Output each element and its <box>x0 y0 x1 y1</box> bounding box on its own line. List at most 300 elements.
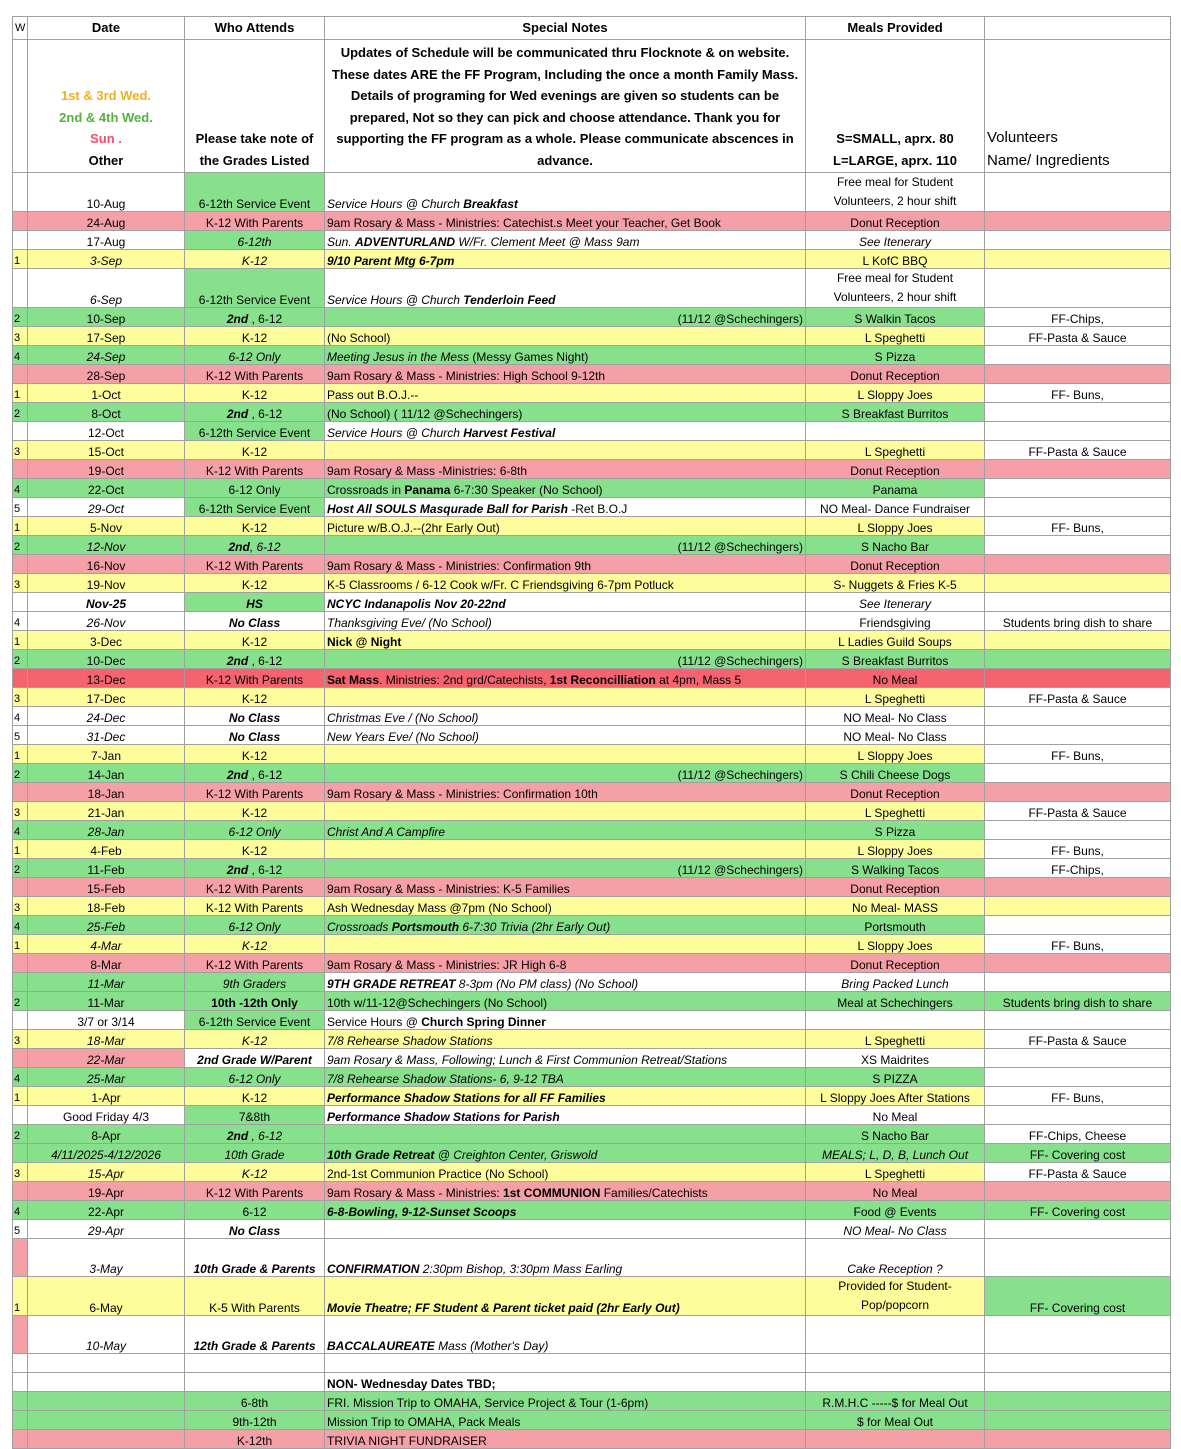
cell-volunteers[interactable] <box>985 1144 1171 1163</box>
cell-who-attends[interactable] <box>185 1373 325 1392</box>
cell-meals-provided[interactable] <box>806 612 985 631</box>
cell-who-attends[interactable] <box>185 1316 325 1354</box>
cell-meals-provided[interactable] <box>806 365 985 384</box>
cell-date[interactable] <box>28 1277 185 1316</box>
cell-who-attends[interactable] <box>185 1144 325 1163</box>
cell-week[interactable] <box>13 1182 28 1201</box>
cell-meals-provided[interactable] <box>806 574 985 593</box>
cell-special-notes[interactable] <box>325 764 806 783</box>
cell-who-attends[interactable] <box>185 764 325 783</box>
intro-notes-cell[interactable] <box>325 40 806 173</box>
cell-date[interactable] <box>28 973 185 992</box>
cell-meals-provided[interactable] <box>806 479 985 498</box>
cell-who-attends[interactable] <box>185 859 325 878</box>
cell-who-attends[interactable] <box>185 1392 325 1411</box>
cell-volunteers[interactable] <box>985 1068 1171 1087</box>
cell-week[interactable] <box>13 517 28 536</box>
cell-volunteers[interactable] <box>985 269 1171 308</box>
cell-volunteers[interactable] <box>985 726 1171 745</box>
cell-volunteers[interactable] <box>985 212 1171 231</box>
cell-week[interactable] <box>13 859 28 878</box>
cell-date[interactable] <box>28 173 185 212</box>
cell-who-attends[interactable] <box>185 1068 325 1087</box>
cell-who-attends[interactable] <box>185 1182 325 1201</box>
cell-special-notes[interactable] <box>325 840 806 859</box>
cell-meals-provided[interactable] <box>806 802 985 821</box>
cell-meals-provided[interactable] <box>806 555 985 574</box>
cell-volunteers[interactable] <box>985 327 1171 346</box>
cell-meals-provided[interactable] <box>806 1316 985 1354</box>
cell-date[interactable] <box>28 479 185 498</box>
cell-week[interactable] <box>13 631 28 650</box>
cell-who-attends[interactable] <box>185 1277 325 1316</box>
cell-volunteers[interactable] <box>985 1277 1171 1316</box>
cell-who-attends[interactable] <box>185 707 325 726</box>
cell-week[interactable] <box>13 935 28 954</box>
cell-special-notes[interactable] <box>325 745 806 764</box>
cell-who-attends[interactable] <box>185 498 325 517</box>
cell-week[interactable] <box>13 802 28 821</box>
cell-volunteers[interactable] <box>985 574 1171 593</box>
cell-special-notes[interactable] <box>325 631 806 650</box>
cell-who-attends[interactable] <box>185 688 325 707</box>
cell-who-attends[interactable] <box>185 783 325 802</box>
cell-special-notes[interactable] <box>325 308 806 327</box>
cell-week[interactable] <box>13 1030 28 1049</box>
cell-meals-provided[interactable] <box>806 992 985 1011</box>
cell-meals-provided[interactable] <box>806 1106 985 1125</box>
cell-volunteers[interactable] <box>985 555 1171 574</box>
cell-week[interactable] <box>13 1011 28 1030</box>
cell-meals-provided[interactable] <box>806 973 985 992</box>
cell-meals-provided[interactable] <box>806 707 985 726</box>
cell-volunteers[interactable] <box>985 821 1171 840</box>
cell-volunteers[interactable] <box>985 441 1171 460</box>
cell-meals-provided[interactable] <box>806 745 985 764</box>
cell-date[interactable] <box>28 1201 185 1220</box>
cell-volunteers[interactable] <box>985 1392 1171 1411</box>
cell-volunteers[interactable] <box>985 859 1171 878</box>
cell-week[interactable] <box>13 1049 28 1068</box>
cell-meals-provided[interactable] <box>806 1411 985 1430</box>
cell-week[interactable] <box>13 231 28 250</box>
cell-date[interactable] <box>28 612 185 631</box>
cell-volunteers[interactable] <box>985 1163 1171 1182</box>
cell-volunteers[interactable] <box>985 1373 1171 1392</box>
cell-who-attends[interactable] <box>185 384 325 403</box>
cell-volunteers[interactable] <box>985 973 1171 992</box>
cell-who-attends[interactable] <box>185 1411 325 1430</box>
cell-week[interactable] <box>13 821 28 840</box>
cell-week[interactable] <box>13 269 28 308</box>
cell-who-attends[interactable] <box>185 1354 325 1373</box>
cell-date[interactable] <box>28 231 185 250</box>
cell-special-notes[interactable] <box>325 1106 806 1125</box>
cell-week[interactable] <box>13 1430 28 1449</box>
cell-volunteers[interactable] <box>985 1049 1171 1068</box>
cell-special-notes[interactable] <box>325 650 806 669</box>
cell-who-attends[interactable] <box>185 1030 325 1049</box>
cell-who-attends[interactable] <box>185 593 325 612</box>
cell-volunteers[interactable] <box>985 1201 1171 1220</box>
cell-special-notes[interactable] <box>325 726 806 745</box>
cell-volunteers[interactable] <box>985 460 1171 479</box>
cell-meals-provided[interactable] <box>806 403 985 422</box>
cell-date[interactable] <box>28 308 185 327</box>
cell-meals-provided[interactable] <box>806 631 985 650</box>
cell-week[interactable] <box>13 1144 28 1163</box>
cell-meals-provided[interactable] <box>806 1144 985 1163</box>
cell-date[interactable] <box>28 593 185 612</box>
cell-volunteers[interactable] <box>985 365 1171 384</box>
cell-special-notes[interactable] <box>325 173 806 212</box>
cell-volunteers[interactable] <box>985 1220 1171 1239</box>
cell-date[interactable] <box>28 878 185 897</box>
cell-date[interactable] <box>28 250 185 269</box>
cell-week[interactable] <box>13 764 28 783</box>
cell-volunteers[interactable] <box>985 1182 1171 1201</box>
cell-special-notes[interactable] <box>325 1277 806 1316</box>
cell-week[interactable] <box>13 783 28 802</box>
cell-special-notes[interactable] <box>325 1049 806 1068</box>
cell-date[interactable] <box>28 460 185 479</box>
cell-meals-provided[interactable] <box>806 650 985 669</box>
cell-volunteers[interactable] <box>985 916 1171 935</box>
cell-date[interactable] <box>28 327 185 346</box>
cell-week[interactable] <box>13 745 28 764</box>
cell-meals-provided[interactable] <box>806 517 985 536</box>
cell-volunteers[interactable] <box>985 403 1171 422</box>
cell-meals-provided[interactable] <box>806 878 985 897</box>
cell-week[interactable] <box>13 650 28 669</box>
header-special-notes[interactable]: Special Notes <box>325 17 806 40</box>
cell-date[interactable] <box>28 574 185 593</box>
cell-date[interactable] <box>28 897 185 916</box>
cell-who-attends[interactable] <box>185 1087 325 1106</box>
cell-date[interactable] <box>28 1392 185 1411</box>
cell-meals-provided[interactable] <box>806 954 985 973</box>
cell-volunteers[interactable] <box>985 498 1171 517</box>
cell-week[interactable] <box>13 1106 28 1125</box>
cell-meals-provided[interactable] <box>806 859 985 878</box>
cell-week[interactable] <box>13 384 28 403</box>
cell-special-notes[interactable] <box>325 346 806 365</box>
cell-meals-provided[interactable] <box>806 384 985 403</box>
cell-special-notes[interactable] <box>325 1030 806 1049</box>
cell-date[interactable] <box>28 212 185 231</box>
cell-special-notes[interactable] <box>325 612 806 631</box>
cell-date[interactable] <box>28 1220 185 1239</box>
cell-week[interactable] <box>13 612 28 631</box>
cell-who-attends[interactable] <box>185 250 325 269</box>
cell-meals-provided[interactable] <box>806 1087 985 1106</box>
cell-date[interactable] <box>28 1125 185 1144</box>
cell-special-notes[interactable] <box>325 878 806 897</box>
cell-special-notes[interactable] <box>325 365 806 384</box>
cell-meals-provided[interactable] <box>806 726 985 745</box>
cell-meals-provided[interactable] <box>806 783 985 802</box>
cell-who-attends[interactable] <box>185 726 325 745</box>
cell-volunteers[interactable] <box>985 650 1171 669</box>
cell-who-attends[interactable] <box>185 460 325 479</box>
cell-meals-provided[interactable] <box>806 1392 985 1411</box>
cell-date[interactable] <box>28 384 185 403</box>
header-meals-provided[interactable]: Meals Provided <box>806 17 985 40</box>
cell-who-attends[interactable] <box>185 669 325 688</box>
cell-who-attends[interactable] <box>185 1049 325 1068</box>
cell-special-notes[interactable] <box>325 212 806 231</box>
cell-date[interactable] <box>28 726 185 745</box>
cell-special-notes[interactable] <box>325 1430 806 1449</box>
cell-meals-provided[interactable] <box>806 1354 985 1373</box>
cell-week[interactable] <box>13 460 28 479</box>
cell-date[interactable] <box>28 1087 185 1106</box>
cell-meals-provided[interactable] <box>806 1049 985 1068</box>
cell-who-attends[interactable] <box>185 555 325 574</box>
cell-week[interactable] <box>13 593 28 612</box>
cell-special-notes[interactable] <box>325 1201 806 1220</box>
cell-week[interactable] <box>13 250 28 269</box>
cell-special-notes[interactable] <box>325 783 806 802</box>
cell-date[interactable] <box>28 992 185 1011</box>
cell-week[interactable] <box>13 308 28 327</box>
cell-meals-provided[interactable] <box>806 1220 985 1239</box>
cell-volunteers[interactable] <box>985 517 1171 536</box>
cell-week[interactable] <box>13 1316 28 1354</box>
cell-date[interactable] <box>28 1106 185 1125</box>
cell-volunteers[interactable] <box>985 479 1171 498</box>
cell-meals-provided[interactable] <box>806 916 985 935</box>
cell-week[interactable] <box>13 1220 28 1239</box>
cell-date[interactable] <box>28 1011 185 1030</box>
cell-who-attends[interactable] <box>185 1239 325 1277</box>
cell-date[interactable] <box>28 555 185 574</box>
cell-week[interactable] <box>13 212 28 231</box>
cell-date[interactable] <box>28 1144 185 1163</box>
cell-who-attends[interactable] <box>185 517 325 536</box>
cell-date[interactable] <box>28 802 185 821</box>
cell-meals-provided[interactable] <box>806 840 985 859</box>
cell-special-notes[interactable] <box>325 1392 806 1411</box>
cell-date[interactable] <box>28 954 185 973</box>
cell-date[interactable] <box>28 536 185 555</box>
cell-who-attends[interactable] <box>185 650 325 669</box>
cell-date[interactable] <box>28 821 185 840</box>
cell-week[interactable] <box>13 1239 28 1277</box>
cell-who-attends[interactable] <box>185 173 325 212</box>
cell-who-attends[interactable] <box>185 1011 325 1030</box>
cell-special-notes[interactable] <box>325 916 806 935</box>
cell-week[interactable] <box>13 536 28 555</box>
cell-volunteers[interactable] <box>985 764 1171 783</box>
cell-date[interactable] <box>28 783 185 802</box>
cell-special-notes[interactable] <box>325 802 806 821</box>
cell-week[interactable] <box>13 1411 28 1430</box>
cell-volunteers[interactable] <box>985 1125 1171 1144</box>
cell-week[interactable] <box>13 173 28 212</box>
cell-who-attends[interactable] <box>185 346 325 365</box>
cell-volunteers[interactable] <box>985 422 1171 441</box>
cell-meals-provided[interactable] <box>806 1068 985 1087</box>
cell-who-attends[interactable] <box>185 612 325 631</box>
cell-special-notes[interactable] <box>325 517 806 536</box>
cell-date[interactable] <box>28 935 185 954</box>
cell-who-attends[interactable] <box>185 954 325 973</box>
cell-meals-provided[interactable] <box>806 1277 985 1316</box>
cell-special-notes[interactable] <box>325 536 806 555</box>
cell-week[interactable] <box>13 498 28 517</box>
cell-week[interactable] <box>13 1163 28 1182</box>
cell-who-attends[interactable] <box>185 916 325 935</box>
cell-who-attends[interactable] <box>185 1430 325 1449</box>
cell-who-attends[interactable] <box>185 745 325 764</box>
cell-special-notes[interactable] <box>325 231 806 250</box>
cell-who-attends[interactable] <box>185 1220 325 1239</box>
cell-volunteers[interactable] <box>985 707 1171 726</box>
cell-volunteers[interactable] <box>985 173 1171 212</box>
cell-meals-provided[interactable] <box>806 441 985 460</box>
cell-who-attends[interactable] <box>185 802 325 821</box>
cell-special-notes[interactable] <box>325 935 806 954</box>
cell-volunteers[interactable] <box>985 612 1171 631</box>
cell-who-attends[interactable] <box>185 973 325 992</box>
cell-volunteers[interactable] <box>985 250 1171 269</box>
cell-volunteers[interactable] <box>985 384 1171 403</box>
cell-meals-provided[interactable] <box>806 935 985 954</box>
cell-meals-provided[interactable] <box>806 1182 985 1201</box>
cell-who-attends[interactable] <box>185 821 325 840</box>
cell-meals-provided[interactable] <box>806 536 985 555</box>
cell-meals-provided[interactable] <box>806 764 985 783</box>
cell-meals-provided[interactable] <box>806 1373 985 1392</box>
cell-date[interactable] <box>28 859 185 878</box>
cell-volunteers[interactable] <box>985 954 1171 973</box>
cell-special-notes[interactable] <box>325 384 806 403</box>
cell-volunteers[interactable] <box>985 231 1171 250</box>
cell-week[interactable] <box>13 878 28 897</box>
cell-week[interactable] <box>13 707 28 726</box>
cell-volunteers[interactable] <box>985 536 1171 555</box>
cell-week[interactable] <box>13 555 28 574</box>
cell-volunteers[interactable] <box>985 1430 1171 1449</box>
cell-special-notes[interactable] <box>325 479 806 498</box>
cell-date[interactable] <box>28 1411 185 1430</box>
cell-special-notes[interactable] <box>325 1316 806 1354</box>
cell-week[interactable] <box>13 1373 28 1392</box>
cell-date[interactable] <box>28 1030 185 1049</box>
cell-special-notes[interactable] <box>325 269 806 308</box>
cell-meals-provided[interactable] <box>806 897 985 916</box>
legend-cell[interactable] <box>28 40 185 173</box>
cell-who-attends[interactable] <box>185 840 325 859</box>
cell-week[interactable] <box>13 1392 28 1411</box>
cell-week[interactable] <box>13 403 28 422</box>
cell-special-notes[interactable] <box>325 441 806 460</box>
cell-meals-provided[interactable] <box>806 1201 985 1220</box>
cell-who-attends[interactable] <box>185 631 325 650</box>
cell-special-notes[interactable] <box>325 1182 806 1201</box>
cell-volunteers[interactable] <box>985 878 1171 897</box>
cell-volunteers[interactable] <box>985 1316 1171 1354</box>
cell-volunteers[interactable] <box>985 346 1171 365</box>
cell-who-attends[interactable] <box>185 878 325 897</box>
cell-volunteers[interactable] <box>985 1106 1171 1125</box>
cell-date[interactable] <box>28 916 185 935</box>
cell-special-notes[interactable] <box>325 422 806 441</box>
cell-date[interactable] <box>28 745 185 764</box>
cell-meals-provided[interactable] <box>806 460 985 479</box>
cell-week[interactable] <box>13 1068 28 1087</box>
cell-date[interactable] <box>28 1239 185 1277</box>
cell-special-notes[interactable] <box>325 821 806 840</box>
cell-week[interactable] <box>13 992 28 1011</box>
cell-special-notes[interactable] <box>325 669 806 688</box>
cell-week[interactable] <box>13 954 28 973</box>
cell-who-attends[interactable] <box>185 327 325 346</box>
cell-who-attends[interactable] <box>185 422 325 441</box>
cell-meals-provided[interactable] <box>806 669 985 688</box>
cell-meals-provided[interactable] <box>806 212 985 231</box>
cell-special-notes[interactable] <box>325 1411 806 1430</box>
cell-special-notes[interactable] <box>325 1239 806 1277</box>
cell-special-notes[interactable] <box>325 1163 806 1182</box>
cell-who-attends[interactable] <box>185 308 325 327</box>
cell-week[interactable] <box>13 1201 28 1220</box>
cell-who-attends[interactable] <box>185 212 325 231</box>
cell-date[interactable] <box>28 1182 185 1201</box>
cell-special-notes[interactable] <box>325 1354 806 1373</box>
cell-volunteers[interactable] <box>985 935 1171 954</box>
cell-special-notes[interactable] <box>325 460 806 479</box>
cell-date[interactable] <box>28 269 185 308</box>
cell-who-attends[interactable] <box>185 1201 325 1220</box>
cell-special-notes[interactable] <box>325 1087 806 1106</box>
cell-special-notes[interactable] <box>325 954 806 973</box>
cell-meals-provided[interactable] <box>806 1239 985 1277</box>
cell-week[interactable] <box>13 688 28 707</box>
cell-who-attends[interactable] <box>185 897 325 916</box>
cell-date[interactable] <box>28 365 185 384</box>
cell-who-attends[interactable] <box>185 574 325 593</box>
cell-week[interactable] <box>13 441 28 460</box>
cell-volunteers[interactable] <box>985 688 1171 707</box>
cell-volunteers[interactable] <box>985 1030 1171 1049</box>
cell-week[interactable] <box>13 840 28 859</box>
cell-week[interactable] <box>13 365 28 384</box>
cell-week[interactable] <box>13 1277 28 1316</box>
cell-who-attends[interactable] <box>185 935 325 954</box>
cell-who-attends[interactable] <box>185 441 325 460</box>
cell-week[interactable] <box>13 479 28 498</box>
cell-date[interactable] <box>28 650 185 669</box>
cell-meals-provided[interactable] <box>806 346 985 365</box>
cell-special-notes[interactable] <box>325 1068 806 1087</box>
cell-who-attends[interactable] <box>185 992 325 1011</box>
cell-meals-provided[interactable] <box>806 1125 985 1144</box>
cell-who-attends[interactable] <box>185 231 325 250</box>
intro-who-cell[interactable] <box>185 40 325 173</box>
cell-special-notes[interactable] <box>325 593 806 612</box>
intro-meals-cell[interactable] <box>806 40 985 173</box>
cell-special-notes[interactable] <box>325 1125 806 1144</box>
cell-volunteers[interactable] <box>985 1354 1171 1373</box>
cell-date[interactable] <box>28 1430 185 1449</box>
cell-date[interactable] <box>28 403 185 422</box>
header-who-attends[interactable]: Who Attends <box>185 17 325 40</box>
cell-date[interactable] <box>28 631 185 650</box>
cell-volunteers[interactable] <box>985 631 1171 650</box>
cell-special-notes[interactable] <box>325 498 806 517</box>
